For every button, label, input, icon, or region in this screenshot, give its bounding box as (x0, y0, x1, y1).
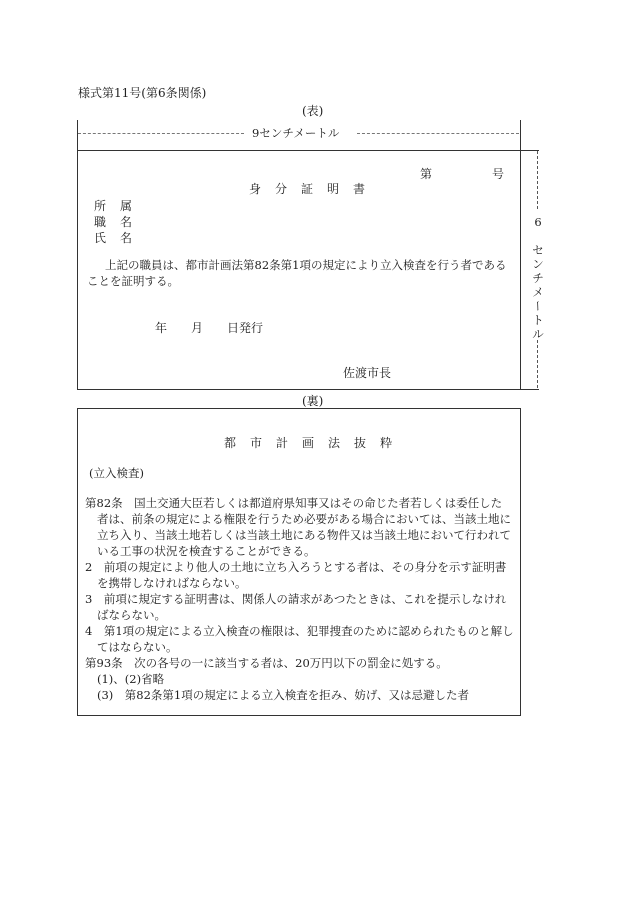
art93: 第93条 次の各号の一に該当する者は、20万円以下の罰金に処する。 (85, 656, 448, 670)
number-dai: 第 (420, 167, 433, 181)
height-dash-bottom (537, 340, 538, 388)
field-position-label: 職名 (94, 215, 147, 229)
issue-date: 年 月 日発行 (155, 321, 264, 335)
height-tick-bottom (521, 389, 539, 390)
art93-item1-2: (1)、(2)省略 (97, 672, 165, 686)
para3-line1: 3 前項に規定する証明書は、関係人の請求があつたときは、これを提示しなけれ (85, 592, 507, 606)
width-dash-right (357, 133, 519, 134)
width-tick-left (77, 120, 78, 150)
width-tick-right (520, 120, 521, 150)
certification-text-line1: 上記の職員は、都市計画法第82条第1項の規定により立入検査を行う者である (105, 258, 507, 272)
para3-line2: ばならない。 (97, 608, 166, 622)
back-title: 都市計画法抜粋 (224, 436, 407, 450)
field-name-label: 氏名 (94, 231, 147, 245)
art82-line1: 第82条 国土交通大臣若しくは都道府県知事又はその命じた者若しくは委任した (85, 496, 503, 510)
number-go: 号 (492, 167, 505, 181)
para2-line2: を携帯しなければならない。 (97, 576, 247, 590)
front-card (77, 150, 521, 390)
back-card (77, 408, 521, 716)
front-label: (表) (302, 104, 324, 118)
field-affiliation-label: 所属 (94, 199, 147, 213)
width-dash-left (78, 133, 244, 134)
art93-item3: (3) 第82条第1項の規定による立入検査を拒み、妨げ、又は忌避した者 (97, 688, 469, 702)
height-label-text: セ ン チ メ ー ト ル (531, 243, 545, 341)
height-label-number: 6 (534, 215, 542, 229)
para4-line1: 4 第1項の規定による立入検査の権限は、犯罪捜査のために認められたものと解し (85, 624, 514, 638)
certification-text-line2: ことを証明する。 (87, 274, 179, 288)
card-title: 身分証明書 (249, 182, 380, 196)
back-subtitle: (立入検査) (89, 466, 144, 480)
issuer: 佐渡市長 (343, 366, 392, 380)
para4-line2: てはならない。 (97, 640, 178, 654)
height-dash-top (537, 151, 538, 209)
art82-line3: 立ち入り、当該土地若しくは当該土地にある物件又は当該土地において行われて (97, 528, 511, 542)
art82-line2: 者は、前条の規定による権限を行うため必要がある場合においては、当該土地に (97, 512, 511, 526)
form-number: 様式第11号(第6条関係) (78, 86, 207, 100)
back-label: (裏) (302, 394, 324, 408)
width-label: 9センチメートル (252, 126, 340, 140)
para2-line1: 2 前項の規定により他人の土地に立ち入ろうとする者は、その身分を示す証明書 (85, 560, 507, 574)
art82-line4: いる工事の状況を検査することができる。 (97, 544, 316, 558)
